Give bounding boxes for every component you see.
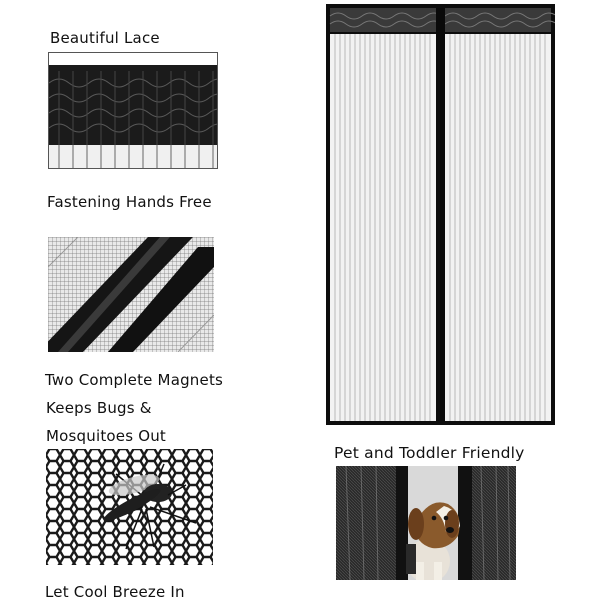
curtain-illustration xyxy=(326,4,555,425)
magnetic-seam-illustration xyxy=(48,237,214,352)
feature-label-bugs: Keeps Bugs & xyxy=(46,399,152,417)
feature-label-fastening: Fastening Hands Free xyxy=(47,193,212,211)
pet-friendly-image xyxy=(336,466,516,580)
mosquito-detail-image xyxy=(46,449,213,565)
feature-label-lace: Beautiful Lace xyxy=(50,29,160,47)
pet-caption: Pet and Toddler Friendly xyxy=(334,444,525,462)
beagle-illustration xyxy=(336,466,516,580)
mosquito-mesh-illustration xyxy=(46,449,213,565)
fastening-detail-image xyxy=(48,237,214,352)
feature-label-mosquitoes: Mosquitoes Out xyxy=(46,427,166,445)
feature-label-breeze: Let Cool Breeze In xyxy=(45,583,185,601)
lace-detail-image xyxy=(48,52,218,169)
lace-illustration xyxy=(49,53,217,168)
feature-label-magnets: Two Complete Magnets xyxy=(45,371,224,389)
screen-door-curtain-image xyxy=(326,4,555,425)
